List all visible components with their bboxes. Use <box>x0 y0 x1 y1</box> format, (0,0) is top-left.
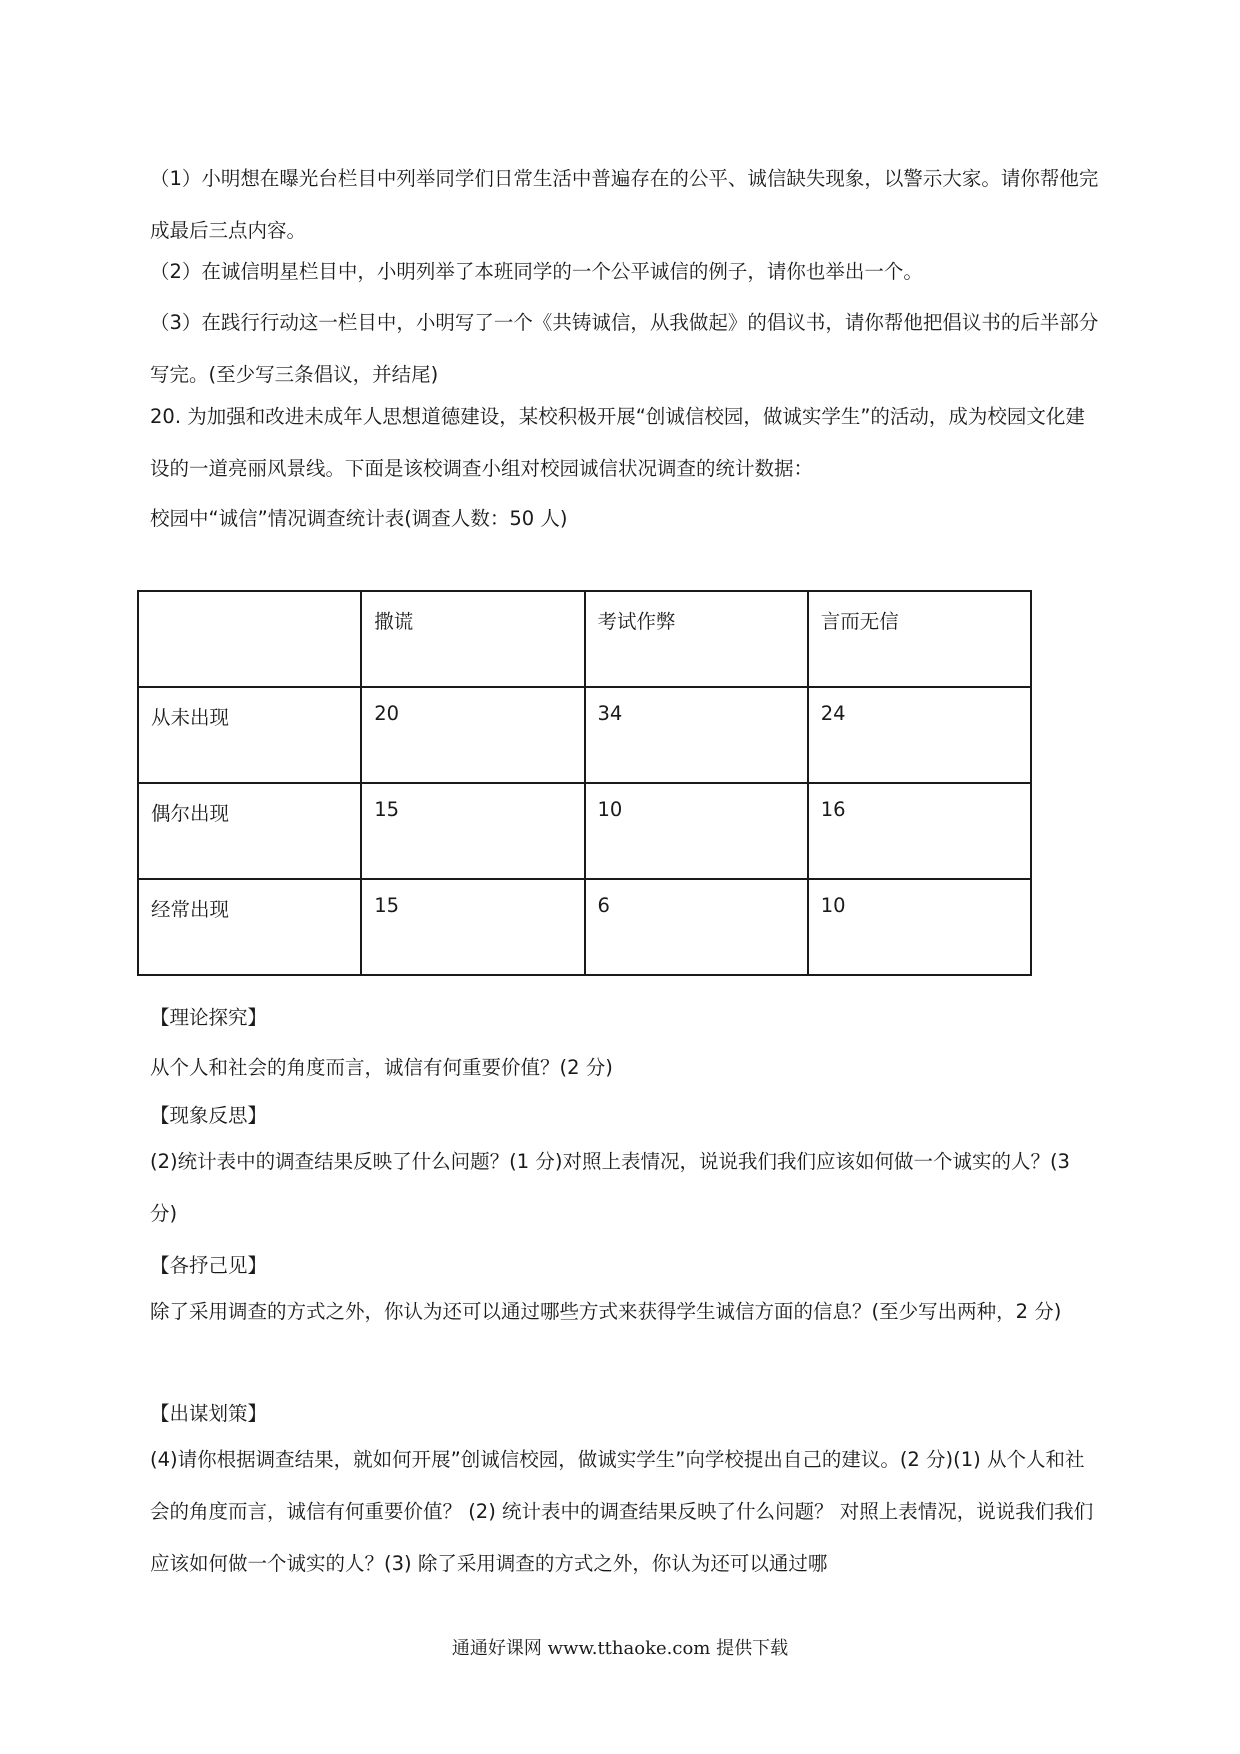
section-text-advice: (4)请你根据调查结果，就如何开展”创诚信校园，做诚实学生”向学校提出自己的建议。(2 分)(1) 从个人和社会的角度而言，诚信有何重要价值？ (2) 统计表中的调查结果反映了什么问题？ 对照上表情况，说说我们我们应该如何做一个诚实的人？(3) 除了采用调查的方式之外，你认为还可以通过哪 <box>150 1448 1094 1575</box>
table-cell: 15 <box>361 783 584 879</box>
table-cell: 15 <box>361 879 584 975</box>
table-row <box>138 879 1031 975</box>
section-text-opinion: 除了采用调查的方式之外，你认为还可以通过哪些方式来获得学生诚信方面的信息？(至少写出两种，2 分) <box>150 1300 1062 1323</box>
table-cell: 34 <box>585 687 808 783</box>
table-caption: 校园中“诚信”情况调查统计表(调查人数：50 人) <box>150 507 568 530</box>
page-footer: 通通好课网 www.tthaoke.com 提供下载 <box>451 1638 789 1659</box>
row-label: 偶尔出现 <box>138 783 361 879</box>
table-row <box>138 783 1031 879</box>
section-text-reflection: (2)统计表中的调查结果反映了什么问题？(1 分)对照上表情况，说说我们我们应该如何做一个诚实的人？(3 分) <box>150 1150 1070 1225</box>
table-cell: 16 <box>808 783 1031 879</box>
q19-part1: （1）小明想在曝光台栏目中列举同学们日常生活中普遍存在的公平、诚信缺失现象，以警示大家。请你帮他完成最后三点内容。 <box>150 167 1099 242</box>
header-cell: 言而无信 <box>808 591 1031 687</box>
q19-part2: （2）在诚信明星栏目中，小明列举了本班同学的一个公平诚信的例子，请你也举出一个。 <box>150 260 923 283</box>
table-header-row <box>138 591 1031 687</box>
table-cell: 6 <box>585 879 808 975</box>
section-text-theory: 从个人和社会的角度而言，诚信有何重要价值？(2 分) <box>150 1056 613 1079</box>
header-cell <box>138 591 361 687</box>
section-title-theory: 【理论探究】 <box>150 1006 268 1029</box>
header-cell: 考试作弊 <box>585 591 808 687</box>
table-cell: 10 <box>585 783 808 879</box>
survey-table <box>137 590 1032 976</box>
table-row <box>138 687 1031 783</box>
q19-part3: （3）在践行行动这一栏目中，小明写了一个《共铸诚信，从我做起》的倡议书，请你帮他把倡议书的后半部分写完。(至少写三条倡议，并结尾) <box>150 311 1099 386</box>
row-label: 从未出现 <box>138 687 361 783</box>
table-cell: 10 <box>808 879 1031 975</box>
section-title-advice: 【出谋划策】 <box>150 1402 268 1425</box>
row-label: 经常出现 <box>138 879 361 975</box>
q20-intro: 20. 为加强和改进未成年人思想道德建设，某校积极开展“创诚信校园，做诚实学生”的活动，成为校园文化建设的一道亮丽风景线。下面是该校调查小组对校园诚信状况调查的统计数据： <box>150 405 1085 480</box>
table-cell: 24 <box>808 687 1031 783</box>
section-title-opinion: 【各抒己见】 <box>150 1254 268 1277</box>
section-title-reflection: 【现象反思】 <box>150 1104 268 1127</box>
header-cell: 撒谎 <box>361 591 584 687</box>
table-cell: 20 <box>361 687 584 783</box>
